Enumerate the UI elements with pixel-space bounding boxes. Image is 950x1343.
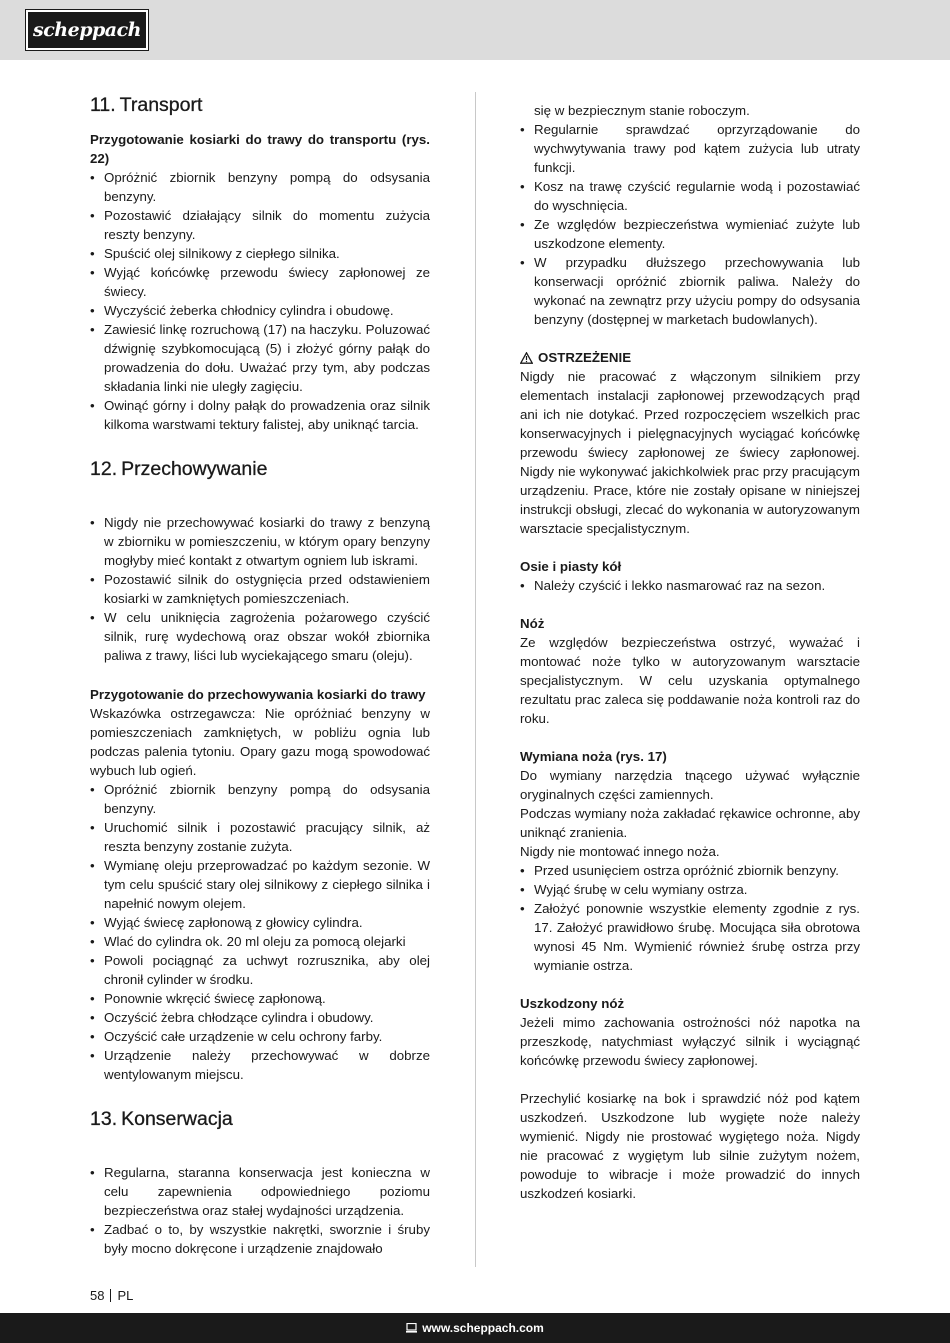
list-item: • Spuścić olej silnikowy z ciepłego silnika. xyxy=(90,244,430,263)
list-item: • Oczyścić całe urządzenie w celu ochrony farby. xyxy=(90,1027,430,1046)
list-item: • Opróżnić zbiornik benzyny pompą do odsysania benzyny. xyxy=(90,780,430,818)
list-item: • Pozostawić działający silnik do momentu zużycia reszty benzyny. xyxy=(90,206,430,244)
list-item: • Należy czyścić i lekko nasmarować raz na sezon. xyxy=(520,576,860,595)
knife-replacement-p2: Podczas wymiany noża zakładać rękawice ochronne, aby uniknąć zranienia. xyxy=(520,806,860,840)
list-item: • Wyjąć śrubę w celu wymiany ostrza. xyxy=(520,880,860,899)
damaged-knife-heading: Uszkodzony nóż xyxy=(520,996,625,1011)
knife-replacement-heading: Wymiana noża (rys. 17) xyxy=(520,749,667,764)
list-item: • Wyczyścić żeberka chłodnicy cylindra i obudowę. xyxy=(90,301,430,320)
list-item: • Regularna, staranna konserwacja jest konieczna w celu zapewnienia odpowiedniego poziomu bezpieczeństwa oraz stałej wydajności urządzenia. xyxy=(90,1163,430,1220)
language-code: PL xyxy=(117,1288,134,1303)
knife-heading: Nóż xyxy=(520,616,545,631)
continued-text: się w bezpiecznym stanie roboczym. xyxy=(534,103,750,118)
list-item: • Wymianę oleju przeprowadzać po każdym sezonie. W tym celu spuścić stary olej silnikowy z ciepłego silnika i napełnić nowym olejem. xyxy=(90,856,430,913)
list-item: • W przypadku dłuższego przechowywania lub konserwacji opróżnić zbiornik paliwa. Należy do wykonać na zewnątrz przy użyciu pompy do odsysania benzyny (dostępnej w marketach budowlanych). xyxy=(520,253,860,329)
list-item: • Owinąć górny i dolny pałąk do prowadzenia oraz silnik kilkoma warstwami tektury falistej, aby uniknąć tarcia. xyxy=(90,396,430,434)
page-number: 58 xyxy=(90,1288,105,1303)
maintenance-list xyxy=(90,1163,430,1258)
scheppach-logo: scheppach xyxy=(26,10,148,50)
axle-heading: Osie i piasty kół xyxy=(520,559,622,574)
transport-prep-subheading: Przygotowanie kosiarki do trawy do transportu (rys. 22) xyxy=(90,132,430,166)
warning-text: Nigdy nie pracować z włączonym silnikiem przy elementach instalacji zapłonowej przewodzących prąd ani ich nie dotykać. Przed rozpoczęciem wszelkich prac konserwacyjnych i pielęgnacyjnych wyciągać końcówkę przewodu świecy zapłonowej ze świecy zapłonowej. Nigdy nie wykonywać jakichkolwiek prac przy pracującym urządzeniu. Prace, które nie zostały opisane w niniejszej instrukcji obsługi, zlecać do wykonania w autoryzowanym warsztacie specjalistycznym. xyxy=(520,369,860,536)
section-12-heading: 12. Przechowywanie xyxy=(90,458,268,480)
list-item: • Zadbać o to, by wszystkie nakrętki, sworznie i śruby były mocno dokręcone i urządzenie znajdowało xyxy=(90,1220,430,1258)
header-bar xyxy=(0,0,950,60)
storage-list xyxy=(90,513,430,665)
knife-replacement-p3: Nigdy nie montować innego noża. xyxy=(520,844,720,859)
knife-replacement-list xyxy=(520,861,860,975)
column-divider xyxy=(475,92,476,1267)
damaged-knife-p1: Jeżeli mimo zachowania ostrożności nóż napotka na przeszkodę, natychmiast wyłączyć silnik i wyciągnąć końcówkę przewodu świecy zapłonowej. xyxy=(520,1015,860,1068)
list-item: • Wyjąć świecę zapłonową z głowicy cylindra. xyxy=(90,913,430,932)
transport-list xyxy=(90,168,430,434)
list-item: • Regularnie sprawdzać oprzyrządowanie do wychwytywania trawy pod kątem zużycia lub utraty funkcji. xyxy=(520,120,860,177)
list-item: • Przed usunięciem ostrza opróżnić zbiornik benzyny. xyxy=(520,861,860,880)
footer-bar xyxy=(0,1313,950,1343)
warning-heading: OSTRZEŻENIE xyxy=(520,348,860,367)
list-item: • Pozostawić silnik do ostygnięcia przed odstawieniem kosiarki w zamkniętych pomieszczeniach. xyxy=(90,570,430,608)
list-item: • Wlać do cylindra ok. 20 ml oleju za pomocą olejarki xyxy=(90,932,430,951)
list-item: • Założyć ponownie wszystkie elementy zgodnie z rys. 17. Założyć prawidłowo śrubę. Mocująca siła obrotowa wynosi 45 Nm. Wymienić również śrubę ostrza przy wymianie ostrza. xyxy=(520,899,860,975)
list-item: • W celu uniknięcia zagrożenia pożarowego czyścić silnik, rurę wydechową oraz obszar wokół zbiornika paliwa z trawy, liści lub wyciekającego smaru (oleju). xyxy=(90,608,430,665)
list-item: • Kosz na trawę czyścić regularnie wodą i pozostawiać do wyschnięcia. xyxy=(520,177,860,215)
knife-text: Ze względów bezpieczeństwa ostrzyć, wyważać i montować noże tylko w autoryzowanym warsztacie specjalistycznym. W celu uzyskania optymalnego rezultatu prac zaleca się poddawanie noża kontroli raz do roku. xyxy=(520,635,860,726)
list-item: • Oczyścić żebra chłodzące cylindra i obudowy. xyxy=(90,1008,430,1027)
right-column xyxy=(520,101,860,1203)
computer-icon xyxy=(406,1323,417,1333)
list-item: • Nigdy nie przechowywać kosiarki do trawy z benzyną w zbiorniku w pomieszczeniu, w którym opary benzyny mogłyby mieć kontakt z otwartym ogniem lub iskrami. xyxy=(90,513,430,570)
axle-list xyxy=(520,576,860,595)
maintenance-list-continued xyxy=(520,120,860,329)
list-item: • Powoli pociągnąć za uchwyt rozrusznika, aby olej chronił cylinder w środku. xyxy=(90,951,430,989)
list-item: • Zawiesić linkę rozruchową (17) na haczyku. Poluzować dźwignię szybkomocującą (5) i złożyć górny pałąk do prowadzenia do dołu. Uważać przy tym, aby podczas składania linki nie uległy zagięciu. xyxy=(90,320,430,396)
damaged-knife-p2: Przechylić kosiarkę na bok i sprawdzić nóż pod kątem uszkodzeń. Uszkodzone lub wygięte noże należy wymienić. Nigdy nie prostować wygiętego noża. Nigdy nie pracować z wygiętym lub silnie zużytym nożem, powoduje to wibracje i może prowadzić do innych uszkodzeń kosiarki. xyxy=(520,1091,860,1201)
storage-warning-text: Wskazówka ostrzegawcza: Nie opróżniać benzyny w pomieszczeniach zamkniętych, w pobliżu ognia lub podczas palenia tytoniu. Opary gazu mogą spowodować wybuch lub ogień. xyxy=(90,706,430,778)
left-column xyxy=(90,92,430,1258)
list-item: • Ze względów bezpieczeństwa wymieniać zużyte lub uszkodzone elementy. xyxy=(520,215,860,253)
list-item: • Opróżnić zbiornik benzyny pompą do odsysania benzyny. xyxy=(90,168,430,206)
page-footer xyxy=(90,1288,133,1303)
section-11-heading: 11. Transport xyxy=(90,94,203,116)
knife-replacement-p1: Do wymiany narzędzia tnącego używać wyłącznie oryginalnych części zamiennych. xyxy=(520,768,860,802)
list-item: • Wyjąć końcówkę przewodu świecy zapłonowej ze świecy. xyxy=(90,263,430,301)
list-item: • Ponownie wkręcić świecę zapłonową. xyxy=(90,989,430,1008)
section-13-heading: 13. Konserwacja xyxy=(90,1108,233,1130)
website-link[interactable]: www.scheppach.com xyxy=(422,1321,544,1335)
warning-triangle-icon xyxy=(520,352,533,364)
list-item: • Urządzenie należy przechowywać w dobrze wentylowanym miejscu. xyxy=(90,1046,430,1084)
storage-prep-list xyxy=(90,780,430,1084)
list-item: • Uruchomić silnik i pozostawić pracujący silnik, aż reszta benzyny zostanie zużyta. xyxy=(90,818,430,856)
storage-prep-subheading: Przygotowanie do przechowywania kosiarki do trawy xyxy=(90,687,426,702)
